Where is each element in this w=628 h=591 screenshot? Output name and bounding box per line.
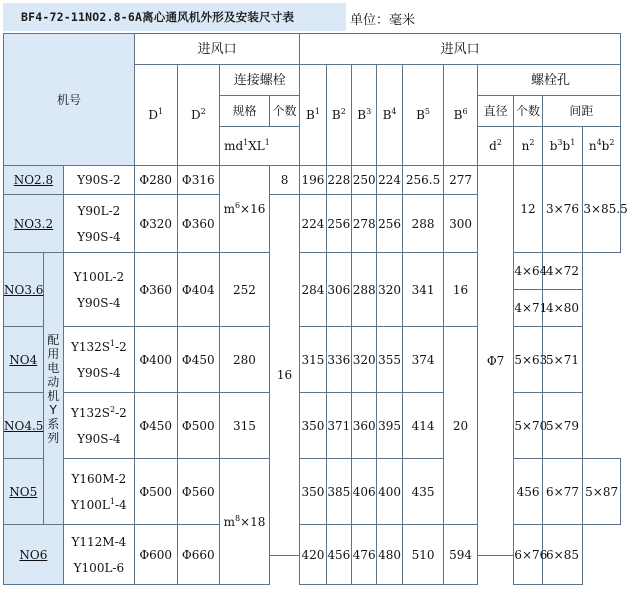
motor: $Y132S^1-2$ Y90S-4 <box>63 327 134 393</box>
b5-cell: 395 <box>377 393 402 459</box>
b5-cell: 288 <box>402 195 444 253</box>
bolt-hole-header: 螺栓孔 <box>477 65 620 96</box>
b4-header: $B^4$ <box>377 65 402 166</box>
spacing-cell: 5×71 <box>542 327 583 393</box>
b6-cell: 414 <box>402 393 444 459</box>
model-no: NO5 <box>4 459 44 525</box>
n2-header: $n^2$ <box>514 127 542 166</box>
spacing-cell: 3×76 <box>542 166 583 253</box>
b2-header: $B^2$ <box>326 65 351 166</box>
b4-cell: 360 <box>352 393 377 459</box>
hole-count-header: 个数 <box>514 96 542 127</box>
hole-diameter: Φ7 <box>477 166 514 556</box>
spacing-cell: 6×85 <box>542 525 583 585</box>
b1-cell: 315 <box>220 393 270 459</box>
b4-cell: 288 <box>352 253 377 327</box>
b1-cell: 196 <box>300 166 326 195</box>
b5-cell: 435 <box>402 459 444 525</box>
motor: Y112M-4 Y100L-6 <box>63 525 134 585</box>
b1-cell: 252 <box>220 253 270 327</box>
b5-cell: 355 <box>377 327 402 393</box>
motor: Y90S-2 <box>63 166 134 195</box>
md-header: $md^1XL^1$ <box>220 127 300 166</box>
bolt-conn-header: 连接螺栓 <box>220 65 300 96</box>
b3-cell: 278 <box>352 195 377 253</box>
diameter-header: 直径 <box>477 96 514 127</box>
b4-cell: 400 <box>377 459 402 525</box>
bolt-count-8: 8 <box>269 166 299 195</box>
b1-cell: 420 <box>300 525 326 585</box>
b3-header: $B^3$ <box>352 65 377 166</box>
b6-cell: 594 <box>444 525 477 585</box>
spacing-cell: 5×70 <box>514 393 542 459</box>
d1-header: $D^1$ <box>134 65 177 166</box>
model-no: NO6 <box>4 525 64 585</box>
d2-cell: Φ450 <box>177 327 220 393</box>
spacing-cell: 6×77 <box>542 459 583 525</box>
b6-header: $B^6$ <box>444 65 477 166</box>
b6-cell: 300 <box>444 195 477 253</box>
d2-cell: Φ500 <box>177 393 220 459</box>
d2-header: $D^2$ <box>177 65 220 166</box>
spacing-cell: 4×72 <box>542 253 583 290</box>
b6-cell: 456 <box>514 459 542 525</box>
spacing-cell: 6×76 <box>514 525 542 585</box>
table-title: BF4-72-11NO2.8-6A离心通风机外形及安装尺寸表 <box>21 10 295 24</box>
count-header: 个数 <box>269 96 299 127</box>
d2-cell: Φ316 <box>177 166 220 195</box>
title-bar <box>3 3 346 31</box>
model-no: NO4.5 <box>4 393 44 459</box>
d2-cell: Φ404 <box>177 253 220 327</box>
d2-cell: Φ560 <box>177 459 220 525</box>
b5-cell: 510 <box>402 525 444 585</box>
b2-cell: 256 <box>326 195 351 253</box>
b4-cell: 256 <box>377 195 402 253</box>
unit-label: 单位：毫米 <box>350 13 416 28</box>
b3-cell: 306 <box>326 253 351 327</box>
b2-cell: 315 <box>300 327 326 393</box>
d1-cell: Φ320 <box>134 195 177 253</box>
d2-cell: Φ360 <box>177 195 220 253</box>
b3-cell: 406 <box>352 459 377 525</box>
b5-header: $B^5$ <box>402 65 444 166</box>
bolt-spec-1: $m^6\times 16$ <box>220 166 270 253</box>
motor: Y160M-2 $Y100L^1-4$ <box>63 459 134 525</box>
hole-count-20: 20 <box>444 327 477 525</box>
b2-cell: 284 <box>300 253 326 327</box>
b3-cell: 476 <box>352 525 377 585</box>
b6-cell: 277 <box>444 166 477 195</box>
table-row <box>4 393 621 426</box>
b3-cell: 250 <box>352 166 377 195</box>
d2-small-header: $d^2$ <box>477 127 514 166</box>
d1-cell: Φ500 <box>134 459 177 525</box>
spacing-cell: 4×64 <box>514 253 542 290</box>
spacing-header: 间距 <box>542 96 620 127</box>
hole-count-16: 16 <box>444 253 477 327</box>
motor: Y100L-2 Y90S-4 <box>63 253 134 327</box>
b5-cell: 320 <box>377 253 402 327</box>
inlet-right-header: 进风口 <box>300 34 621 65</box>
b4-cell: 320 <box>352 327 377 393</box>
dimension-table <box>3 33 628 585</box>
spacing-cell: 4×71 <box>514 290 542 327</box>
b3-cell: 371 <box>326 393 351 459</box>
spacing-cell: 5×79 <box>542 393 583 459</box>
spacing-cell: 5×63 <box>514 327 542 393</box>
model-no: NO3.6 <box>4 253 44 327</box>
motor: $Y132S^2-2$ Y90S-4 <box>63 393 134 459</box>
d2-cell: Φ660 <box>177 525 220 585</box>
b1-cell: 280 <box>220 327 270 393</box>
bolt-count-16: 16 <box>269 195 299 556</box>
d1-cell: Φ400 <box>134 327 177 393</box>
model-header: 机号 <box>4 34 135 166</box>
table-row <box>4 166 621 195</box>
d1-cell: Φ450 <box>134 393 177 459</box>
d1-cell: Φ360 <box>134 253 177 327</box>
spec-header: 规格 <box>220 96 270 127</box>
b4-cell: 224 <box>377 166 402 195</box>
b2-cell: 228 <box>326 166 351 195</box>
b1-cell: 350 <box>300 459 326 525</box>
b2-cell: 350 <box>300 393 326 459</box>
model-no: NO2.8 <box>4 166 64 195</box>
table-row <box>4 459 621 492</box>
b4-cell: 480 <box>377 525 402 585</box>
motor-series-label: 配 用 电 动 机 Y 系 列 <box>43 253 63 525</box>
b3b1-header: $b^3b^1$ <box>542 127 583 166</box>
b1-header: $B^1$ <box>300 65 326 166</box>
model-no: NO4 <box>4 327 44 393</box>
spacing-cell: 5×87 <box>583 459 621 525</box>
inlet-left-header: 进风口 <box>134 34 299 65</box>
spacing-cell: 4×80 <box>542 290 583 327</box>
d1-cell: Φ600 <box>134 525 177 585</box>
hole-count-12: 12 <box>514 166 542 253</box>
b6-cell: 374 <box>402 327 444 393</box>
b3-cell: 336 <box>326 327 351 393</box>
b1-cell: 224 <box>300 195 326 253</box>
table-row <box>4 327 621 360</box>
table-row <box>4 253 621 290</box>
motor: Y90L-2 Y90S-4 <box>63 195 134 253</box>
b2-cell: 385 <box>326 459 351 525</box>
d1-cell: Φ280 <box>134 166 177 195</box>
b6-cell: 341 <box>402 253 444 327</box>
n4b2-header: $n^4b^2$ <box>583 127 621 166</box>
table-row <box>4 525 621 556</box>
b2-cell: 456 <box>326 525 351 585</box>
model-no: NO3.2 <box>4 195 64 253</box>
b5-cell: 256.5 <box>402 166 444 195</box>
bolt-spec-2: $m^8\times 18$ <box>220 459 270 585</box>
spacing-cell: 3×85.5 <box>583 166 621 253</box>
